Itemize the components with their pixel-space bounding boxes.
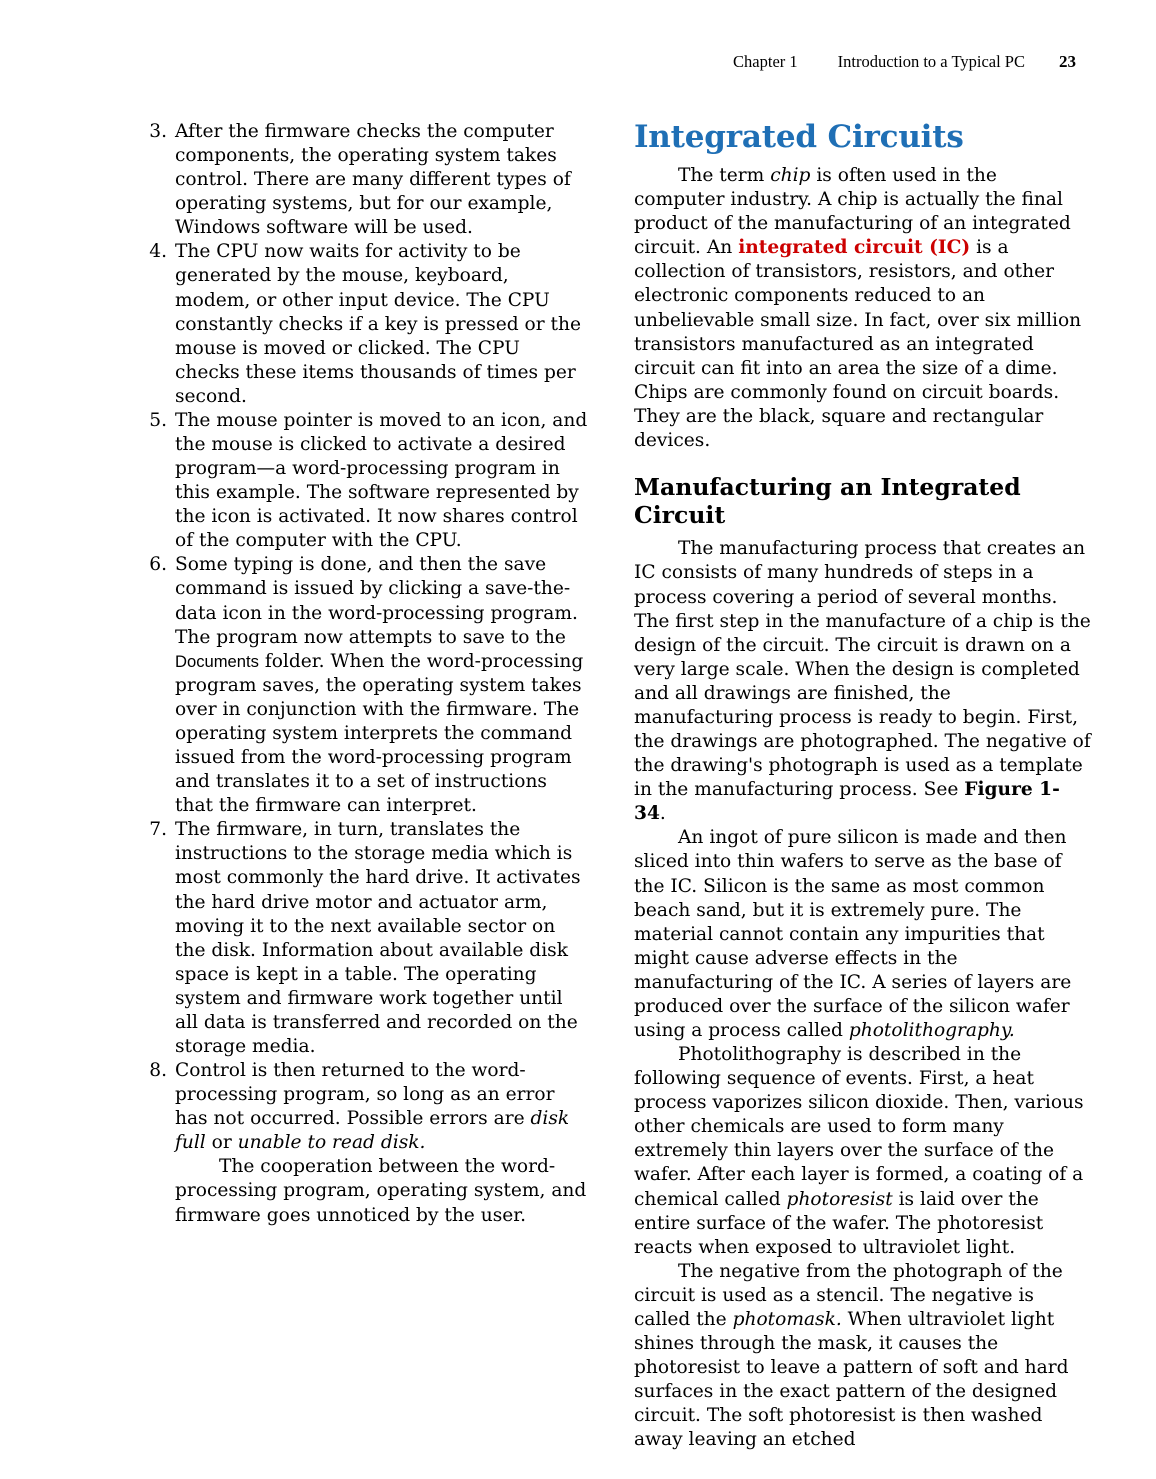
paragraph-5-part1: The negative from the photograph of the circuit is used as a stencil. The negative is called the	[634, 1260, 1063, 1330]
paragraph-3	[634, 826, 1091, 1043]
two-column-body	[131, 120, 1091, 1452]
paragraph-4-part1: Photolithography is described in the following sequence of events. First, a heat process vaporizes silicon dioxide. Then, various other chemicals are used to form many extremely thin layers over the surface of the wafer. After each layer is formed, a coating of a chemical called	[634, 1044, 1084, 1210]
subsection-title: Manufacturing an Integrated Circuit	[634, 473, 1021, 530]
running-head	[733, 52, 1076, 72]
list-item	[131, 240, 588, 409]
list-item-text-part1: Some typing is done, and then the save command is issued by clicking a save-the-data icon in the word-processing program. The program now attempts to save to the	[175, 554, 578, 648]
error-term-disk-full: disk full	[175, 1108, 570, 1154]
photolithography-term: photolithography.	[848, 1019, 1015, 1041]
paragraph-3-part1: An ingot of pure silicon is made and then sliced into thin wafers to serve as the base of the IC. Silicon is the same as most common beach sand, but it is extremely pure. The material cannot contain any impurities that might cause adverse effects in the manufacturing of the IC. A series of layers are produced over the surface of the silicon wafer using a process called	[634, 827, 1072, 1041]
list-item-text: After the firmware checks the computer components, the operating system takes control. There are many different types of operating systems, but for our example, Windows software will be used.	[175, 121, 571, 239]
photomask-term: photomask.	[732, 1308, 842, 1330]
paragraph-5	[634, 1260, 1091, 1453]
chapter-label: Chapter 1	[733, 52, 798, 71]
chip-term: chip	[770, 165, 811, 187]
list-item	[131, 1059, 588, 1155]
list-item-number: 8.	[149, 1060, 167, 1082]
paragraph-4	[634, 1043, 1091, 1260]
left-column	[131, 120, 588, 1452]
page-title: Integrated Circuits	[634, 119, 964, 155]
page-number: 23	[1059, 52, 1076, 71]
list-item-text-part2: folder. When the word-processing program saves, the operating system takes over in conjunction with the firmware. The operating system interprets the command issued from the word-processing program and translates it to a set of instructions that the firmware can interpret.	[175, 650, 584, 817]
paragraph-2-part2: .	[659, 803, 666, 825]
right-column	[634, 120, 1091, 1452]
documents-folder-term: Documents	[175, 651, 259, 671]
paragraph-2-part1: The manufacturing process that creates an IC consists of many hundreds of steps in a process covering a period of several months. The first step in the manufacture of a chip is the design of the circuit. The circuit is drawn on a very large scale. When the design is completed and all drawings are finished, the manufacturing process is ready to begin. First, the drawings are photographed. The negative of the drawing's photograph is used as a template in the manufacturing process. See	[634, 538, 1091, 801]
intro-part2: is often used in the computer industry. A chip is actually the final product of the manufacturing of an integrated circuit. An	[634, 165, 1071, 259]
chapter-title: Introduction to a Typical PC	[837, 52, 1025, 71]
figure-reference: Figure 1-34	[634, 779, 1060, 825]
paragraph-4-part2: is laid over the entire surface of the wafer. The photoresist reacts when exposed to ultraviolet light.	[634, 1188, 1044, 1258]
list-item-number: 5.	[149, 409, 167, 431]
list-item-number: 3.	[149, 121, 167, 142]
numbered-step-list	[131, 120, 588, 1155]
integrated-circuit-term: integrated circuit (IC)	[738, 237, 971, 259]
list-item	[131, 553, 588, 818]
list-item-number: 6.	[149, 554, 167, 576]
list-item-text: The firmware, in turn, translates the instructions to the storage media which is most commonly the hard drive. It activates the hard drive motor and actuator arm, moving it to the next available sector on the disk. Information about available disk space is kept in a table. The operating system and firmware work together until all data is transferred and recorded on the storage media.	[175, 819, 581, 1057]
closing-paragraph: The cooperation between the word-processing program, operating system, and firmware goes unnoticed by the user.	[175, 1156, 587, 1226]
list-item	[131, 409, 588, 553]
intro-part1: The term	[678, 165, 771, 187]
list-item	[131, 818, 588, 1059]
error-term-unable-to-read-disk: unable to read disk.	[237, 1132, 426, 1154]
paragraph-2	[634, 537, 1091, 826]
list-item-text-part2: or	[205, 1132, 238, 1154]
list-item-text-part1: Control is then returned to the word-processing program, so long as an error has not occurred. Possible errors are	[175, 1060, 555, 1130]
list-item-text: The CPU now waits for activity to be generated by the mouse, keyboard, modem, or other input device. The CPU constantly checks if a key is pressed or the mouse is moved or clicked. The CPU checks these items thousands of times per second.	[175, 241, 581, 407]
intro-paragraph	[634, 164, 1091, 453]
intro-part3: is a collection of transistors, resistors, and other electronic components reduced to an unbelievable small size. In fact, over six million transistors manufactured as an integrated circuit can fit into an area the size of a dime. Chips are commonly found on circuit boards. They are the black, square and rectangular devices.	[634, 237, 1082, 451]
list-item-number: 7.	[149, 819, 167, 841]
list-item-number: 4.	[149, 241, 167, 263]
list-item	[131, 120, 588, 240]
list-item-text: The mouse pointer is moved to an icon, and the mouse is clicked to activate a desired program—a word-processing program in this example. The software represented by the icon is activated. It now shares control of the computer with the CPU.	[175, 409, 588, 552]
photoresist-term: photoresist	[786, 1188, 893, 1210]
paragraph-5-part2: When ultraviolet light shines through the mask, it causes the photoresist to leave a pattern of soft and hard surfaces in the exact pattern of the designed circuit. The soft photoresist is then washed away leaving an etched	[634, 1308, 1069, 1451]
